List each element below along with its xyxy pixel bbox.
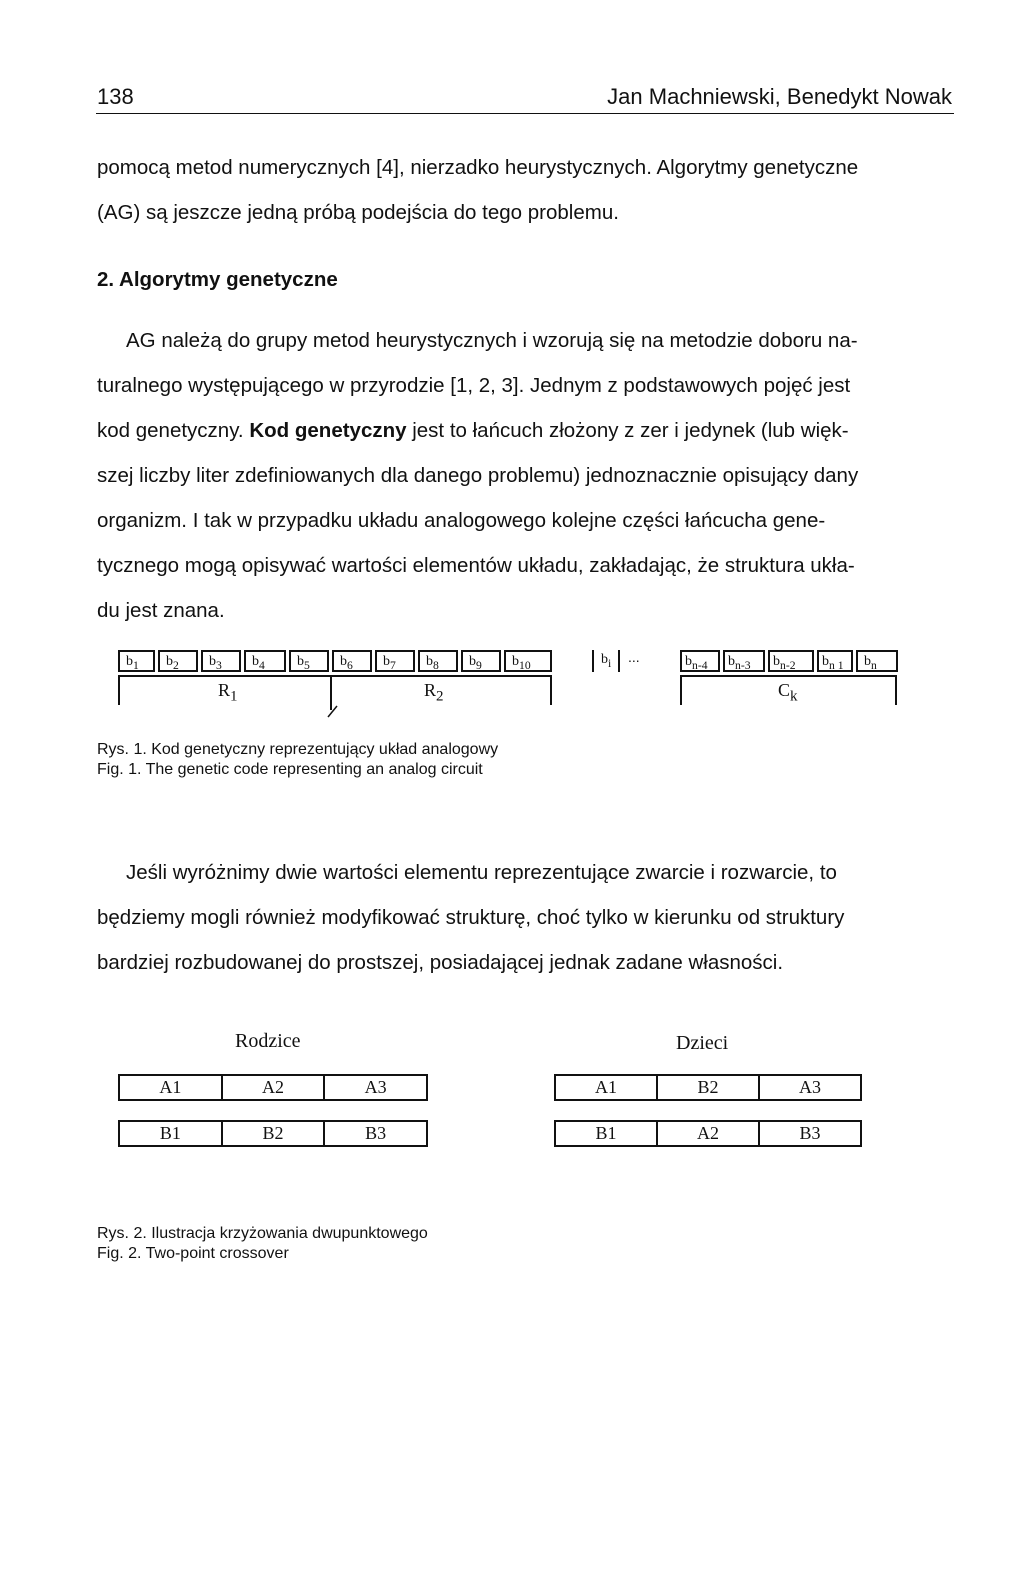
group-label-R1: $R_1$	[218, 680, 238, 705]
text-line: tycznego mogą opisywać wartości elementów układu, zakładając, że struktura ukła-	[97, 554, 855, 577]
gene-segment: A1	[595, 1077, 617, 1097]
children-title: Dzieci	[676, 1032, 729, 1054]
caption-pl: Rys. 1. Kod genetyczny reprezentujący układ analogowy	[97, 741, 499, 758]
gene-cells-left	[118, 650, 552, 672]
gene-cell-i: $b_i$	[601, 652, 612, 670]
text-line: bardziej rozbudowanej do prostszej, posiadającej jednak zadane własności.	[97, 951, 784, 974]
text-line: będziemy mogli również modyfikować strukturę, choć tylko w kierunku od struktury	[97, 906, 845, 929]
group-label-Ck: $C_k$	[778, 680, 798, 705]
gene-cell: $b_{10}$	[504, 650, 552, 672]
header-rule	[96, 113, 954, 114]
cell-divider	[592, 650, 594, 672]
gene-cell: $b_8$	[418, 650, 458, 672]
gene-cell: $b_1$	[118, 650, 155, 672]
gene-cell: $b_{n-2}$	[768, 650, 814, 672]
gene-segment: B1	[595, 1123, 617, 1143]
gene-cell: $b_9$	[461, 650, 501, 672]
figure-1-genetic-code	[118, 650, 908, 720]
term-bold: Kod genetyczny	[249, 419, 407, 442]
text-line: (AG) są jeszcze jedną próbą podejścia do tego problemu.	[97, 201, 619, 224]
bracket-tick	[550, 675, 552, 705]
gene-segment: B1	[159, 1123, 181, 1143]
ellipsis: ...	[628, 649, 640, 665]
gene-cells-right	[680, 650, 898, 672]
parent-chromosome-B	[118, 1120, 428, 1147]
caption-en: Fig. 1. The genetic code representing an analog circuit	[97, 761, 483, 778]
group-label-R2: $R_2$	[424, 680, 444, 705]
child-chromosome-2	[554, 1120, 862, 1147]
section-heading: 2. Algorytmy genetyczne	[97, 268, 338, 291]
parents-title: Rodzice	[235, 1030, 301, 1052]
gene-segment: B3	[323, 1122, 426, 1145]
gene-segment: A2	[221, 1076, 324, 1099]
text-line: pomocą metod numerycznych [4], nierzadko heurystycznych. Algorytmy genetyczne	[97, 156, 859, 179]
gene-segment: A2	[656, 1122, 758, 1145]
gene-cell: $b_7$	[375, 650, 415, 672]
text-line: Jeśli wyróżnimy dwie wartości elementu reprezentujące zwarcie i rozwarcie, to	[126, 861, 837, 884]
text-line: szej liczby liter zdefiniowanych dla danego problemu) jednoznacznie opisujący dany	[97, 464, 859, 487]
cell-divider	[618, 650, 620, 672]
gene-segment: A1	[159, 1077, 182, 1097]
child-chromosome-1	[554, 1074, 862, 1101]
caption-pl: Rys. 2. Ilustracja krzyżowania dwupunktowego	[97, 1225, 428, 1242]
text-run: jest to łańcuch złożony z zer i jedynek (lub więk-	[406, 419, 849, 442]
intro-paragraph	[97, 145, 955, 235]
section-paragraph	[97, 318, 955, 633]
text-line: AG należą do grupy metod heurystycznych i wzorują się na metodzie doboru na-	[126, 329, 858, 352]
text-line: du jest znana.	[97, 599, 225, 622]
gene-cell: $b_6$	[332, 650, 372, 672]
gene-cell: $b_n$	[856, 650, 898, 672]
gene-cell: $b_{n-3}$	[723, 650, 765, 672]
gene-cell: $b_4$	[244, 650, 286, 672]
text-line: organizm. I tak w przypadku układu analogowego kolejne części łańcucha gene-	[97, 509, 826, 532]
gene-segment: B2	[221, 1122, 324, 1145]
gene-cell: $b_{n-4}$	[680, 650, 720, 672]
text-run: kod genetyczny.	[97, 419, 250, 442]
gene-segment: A3	[758, 1076, 860, 1099]
text-line: turalnego występującego w przyrodzie [1, 2, 3]. Jednym z podstawowych pojęć jest	[97, 374, 851, 397]
parent-chromosome-A	[118, 1074, 428, 1101]
gene-cell: $b_5$	[289, 650, 329, 672]
gene-segment: A3	[323, 1076, 426, 1099]
figure-1-caption	[97, 740, 498, 780]
caption-en: Fig. 2. Two-point crossover	[97, 1245, 289, 1262]
gene-cell: $b_2$	[158, 650, 198, 672]
running-head: Jan Machniewski, Benedykt Nowak	[607, 84, 952, 109]
bracket-tick	[118, 675, 120, 705]
page-number: 138	[97, 84, 134, 109]
bracket-tick	[895, 675, 897, 705]
gene-segment: B3	[758, 1122, 860, 1145]
gene-cell: $b_3$	[201, 650, 241, 672]
group-bracket-C	[680, 675, 897, 677]
paragraph-structure	[97, 850, 955, 985]
bracket-tick	[680, 675, 682, 705]
gene-cell: $b_{n 1}$	[817, 650, 853, 672]
boundary-mark	[325, 702, 341, 720]
text-line	[97, 408, 955, 453]
figure-2-caption	[97, 1224, 428, 1264]
gene-segment: B2	[656, 1076, 758, 1099]
group-bracket-R	[118, 675, 552, 677]
